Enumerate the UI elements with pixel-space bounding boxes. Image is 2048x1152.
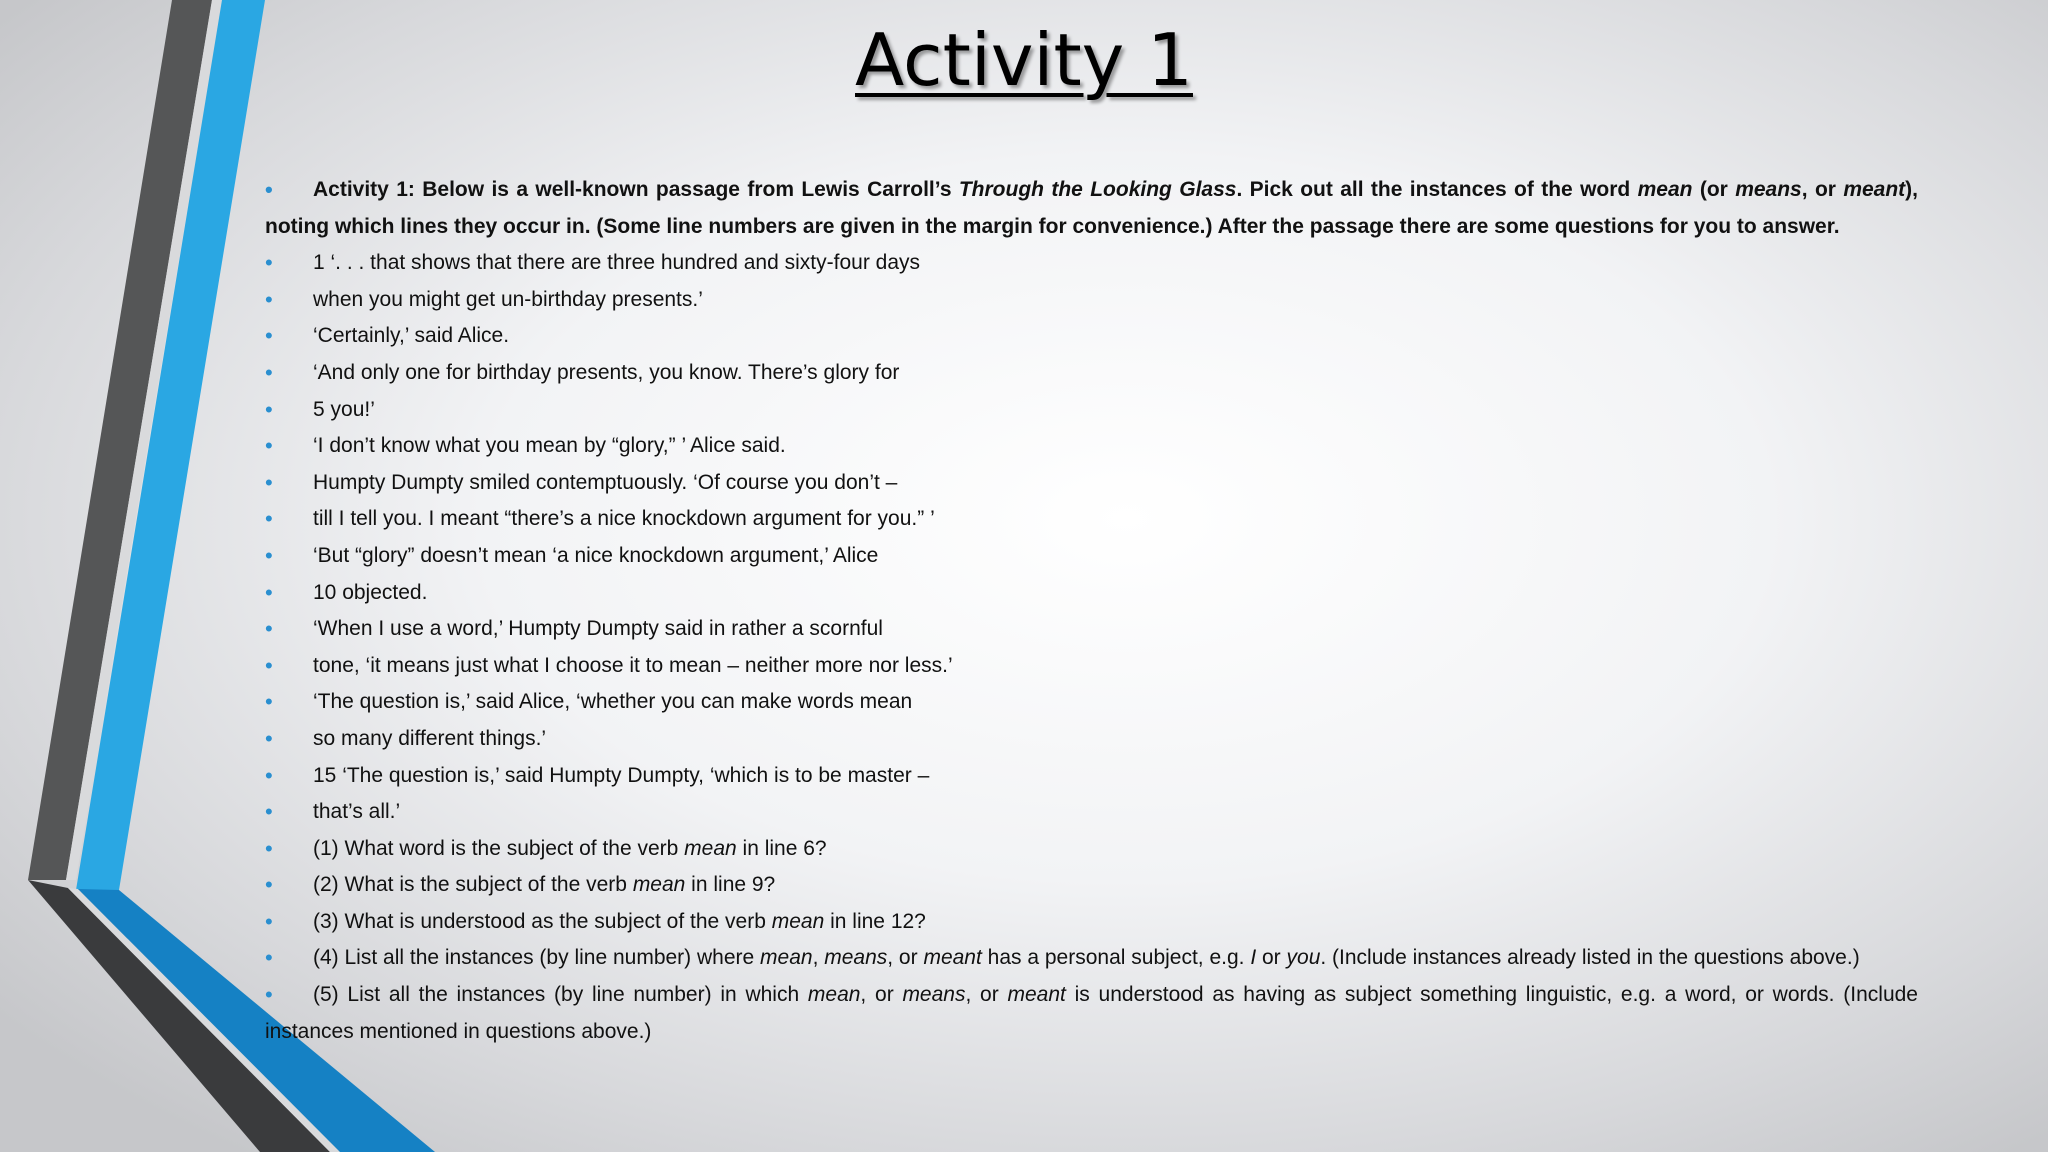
passage-line: • when you might get un-birthday presents.’: [265, 282, 1918, 319]
bullet-icon: •: [265, 616, 273, 642]
passage-line: • till I tell you. I meant “there’s a nice knockdown argument for you.” ’: [265, 501, 1918, 538]
activity-content: [265, 172, 1918, 1050]
question-2: • (2) What is the subject of the verb mean in line 9?: [265, 867, 1918, 904]
bullet-icon: •: [265, 762, 273, 788]
passage-line: • that’s all.’: [265, 794, 1918, 831]
bullet-icon: •: [265, 689, 273, 715]
bullet-icon: •: [265, 469, 273, 495]
light-gap-stripe: [66, 0, 222, 880]
bullet-icon: •: [265, 359, 273, 385]
passage-line: • ‘I don’t know what you mean by “glory,” ’ Alice said.: [265, 428, 1918, 465]
passage-line: • 5 you!’: [265, 392, 1918, 429]
question-3: • (3) What is understood as the subject of the verb mean in line 12?: [265, 904, 1918, 941]
question-5: • (5) List all the instances (by line number) in which mean, or means, or meant is understood as having as subject something linguistic, e.g. a word, or words. (Include instances mentioned in questions above.): [265, 977, 1918, 1050]
bullet-icon: •: [265, 579, 273, 605]
bullet-icon: •: [265, 799, 273, 825]
bullet-icon: •: [265, 250, 273, 276]
bullet-icon: •: [265, 835, 273, 861]
bullet-icon: •: [265, 396, 273, 422]
bullet-icon: •: [265, 872, 273, 898]
bullet-icon: •: [265, 725, 273, 751]
passage-line: • 10 objected.: [265, 575, 1918, 612]
passage-line: • 15 ‘The question is,’ said Humpty Dumpty, ‘which is to be master –: [265, 758, 1918, 795]
bullet-icon: •: [265, 908, 273, 934]
intro-item: • Activity 1: Below is a well-known passage from Lewis Carroll’s Through the Looking Glass. Pick out all the instances of the word mean (or means, or meant), noting which lines they occur in. (Some line numbers are given in the margin for convenience.) After the passage there are some questions for you to answer.: [265, 172, 1918, 245]
bullet-list: [265, 172, 1918, 1050]
question-1: • (1) What word is the subject of the verb mean in line 6?: [265, 831, 1918, 868]
bullet-icon: •: [265, 177, 273, 202]
passage-line: • ‘But “glory” doesn’t mean ‘a nice knockdown argument,’ Alice: [265, 538, 1918, 575]
bullet-icon: •: [265, 652, 273, 678]
bullet-icon: •: [265, 945, 273, 971]
bullet-icon: •: [265, 542, 273, 568]
bullet-icon: •: [265, 286, 273, 312]
page-title: Activity 1: [855, 18, 1193, 102]
passage-line: • 1 ‘. . . that shows that there are three hundred and sixty-four days: [265, 245, 1918, 282]
bullet-icon: •: [265, 323, 273, 349]
passage-line: • ‘And only one for birthday presents, you know. There’s glory for: [265, 355, 1918, 392]
bullet-icon: •: [265, 506, 273, 532]
question-4: • (4) List all the instances (by line number) where mean, means, or meant has a personal subject, e.g. I or you. (Include instances already listed in the questions above.): [265, 940, 1918, 977]
passage-line: • tone, ‘it means just what I choose it to mean – neither more nor less.’: [265, 648, 1918, 685]
bullet-icon: •: [265, 982, 273, 1008]
passage-line: • ‘The question is,’ said Alice, ‘whether you can make words mean: [265, 684, 1918, 721]
bullet-icon: •: [265, 433, 273, 459]
passage-line: • ‘Certainly,’ said Alice.: [265, 318, 1918, 355]
passage-line: • ‘When I use a word,’ Humpty Dumpty said in rather a scornful: [265, 611, 1918, 648]
passage-line: • Humpty Dumpty smiled contemptuously. ‘Of course you don’t –: [265, 465, 1918, 502]
passage-line: • so many different things.’: [265, 721, 1918, 758]
